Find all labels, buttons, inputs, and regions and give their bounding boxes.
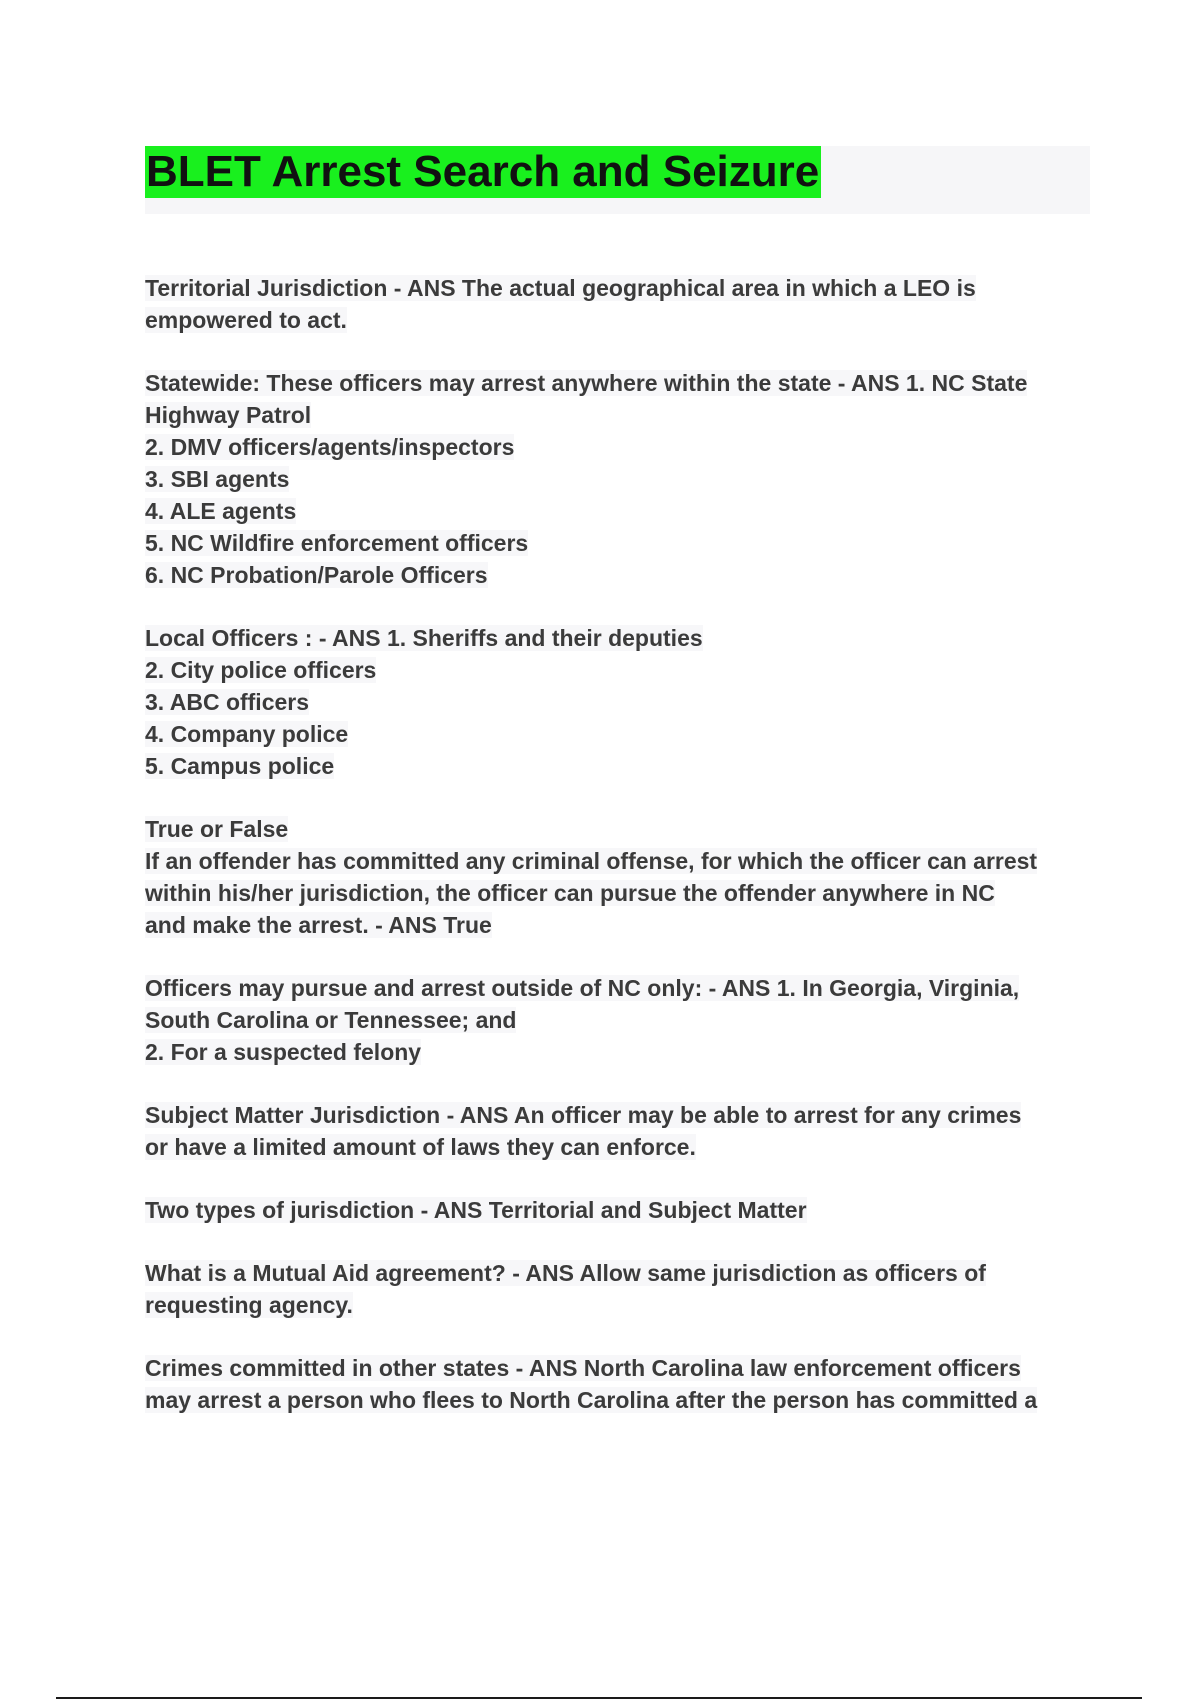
entry-line bbox=[145, 1036, 1095, 1068]
entry-line bbox=[145, 1004, 1095, 1036]
document-title: BLET Arrest Search and Seizure bbox=[146, 147, 820, 196]
entry-line-text: Statewide: These officers may arrest anywhere within the state - ANS 1. NC State bbox=[145, 370, 1028, 396]
entry-line bbox=[145, 845, 1095, 877]
entry-line bbox=[145, 972, 1095, 1004]
qa-entry bbox=[145, 813, 1095, 941]
entry-line bbox=[145, 431, 1095, 463]
entry-line-text: Highway Patrol bbox=[145, 402, 312, 428]
entry-line bbox=[145, 527, 1095, 559]
entry-line-text: 5. Campus police bbox=[145, 753, 335, 779]
entry-line bbox=[145, 272, 1095, 304]
entry-line-text: 2. For a suspected felony bbox=[145, 1039, 422, 1065]
entry-line-text: within his/her jurisdiction, the officer can pursue the offender anywhere in NC bbox=[145, 880, 995, 906]
qa-entry bbox=[145, 1257, 1095, 1321]
entry-line bbox=[145, 399, 1095, 431]
entry-line bbox=[145, 1352, 1095, 1384]
entry-line bbox=[145, 654, 1095, 686]
qa-entry bbox=[145, 1194, 1095, 1226]
entry-line bbox=[145, 559, 1095, 591]
entry-line-text: may arrest a person who flees to North Carolina after the person has committed a bbox=[145, 1387, 1038, 1413]
entry-line-text: 3. SBI agents bbox=[145, 466, 290, 492]
document-body bbox=[145, 272, 1095, 1447]
footer-rule bbox=[56, 1697, 1142, 1699]
entry-line-text: 3. ABC officers bbox=[145, 689, 310, 715]
entry-line bbox=[145, 367, 1095, 399]
entry-line-text: Subject Matter Jurisdiction - ANS An officer may be able to arrest for any crimes bbox=[145, 1102, 1022, 1128]
entry-line-text: empowered to act. bbox=[145, 307, 347, 333]
entry-line-text: 4. Company police bbox=[145, 721, 349, 747]
entry-line-text: True or False bbox=[145, 816, 289, 842]
qa-entry bbox=[145, 272, 1095, 336]
entry-line bbox=[145, 750, 1095, 782]
entry-line bbox=[145, 1194, 1095, 1226]
entry-line bbox=[145, 877, 1095, 909]
entry-line bbox=[145, 463, 1095, 495]
entry-line bbox=[145, 1257, 1095, 1289]
entry-line-text: Crimes committed in other states - ANS North Carolina law enforcement officers bbox=[145, 1355, 1021, 1381]
qa-entry bbox=[145, 622, 1095, 782]
entry-line bbox=[145, 1289, 1095, 1321]
entry-line-text: 2. DMV officers/agents/inspectors bbox=[145, 434, 515, 460]
entry-line bbox=[145, 686, 1095, 718]
entry-line bbox=[145, 1384, 1095, 1416]
entry-line bbox=[145, 909, 1095, 941]
entry-line-text: South Carolina or Tennessee; and bbox=[145, 1007, 517, 1033]
entry-line-text: 2. City police officers bbox=[145, 657, 377, 683]
qa-entry bbox=[145, 972, 1095, 1068]
entry-line-text: 6. NC Probation/Parole Officers bbox=[145, 562, 488, 588]
qa-entry bbox=[145, 367, 1095, 591]
entry-line-text: 5. NC Wildfire enforcement officers bbox=[145, 530, 529, 556]
entry-line bbox=[145, 718, 1095, 750]
qa-entry bbox=[145, 1352, 1095, 1416]
entry-line-text: and make the arrest. - ANS True bbox=[145, 912, 492, 938]
entry-line-text: requesting agency. bbox=[145, 1292, 353, 1318]
entry-line-text: If an offender has committed any criminal offense, for which the officer can arrest bbox=[145, 848, 1038, 874]
qa-entry bbox=[145, 1099, 1095, 1163]
entry-line bbox=[145, 495, 1095, 527]
entry-line-text: or have a limited amount of laws they can enforce. bbox=[145, 1134, 696, 1160]
entry-line-text: Local Officers : - ANS 1. Sheriffs and their deputies bbox=[145, 625, 703, 651]
entry-line-text: What is a Mutual Aid agreement? - ANS Allow same jurisdiction as officers of bbox=[145, 1260, 986, 1286]
entry-line bbox=[145, 622, 1095, 654]
entry-line-text: 4. ALE agents bbox=[145, 498, 297, 524]
entry-line-text: Territorial Jurisdiction - ANS The actual geographical area in which a LEO is bbox=[145, 275, 976, 301]
entry-line-text: Officers may pursue and arrest outside of NC only: - ANS 1. In Georgia, Virginia, bbox=[145, 975, 1020, 1001]
entry-line bbox=[145, 304, 1095, 336]
entry-line bbox=[145, 813, 1095, 845]
entry-line bbox=[145, 1131, 1095, 1163]
entry-line-text: Two types of jurisdiction - ANS Territorial and Subject Matter bbox=[145, 1197, 807, 1223]
entry-line bbox=[145, 1099, 1095, 1131]
